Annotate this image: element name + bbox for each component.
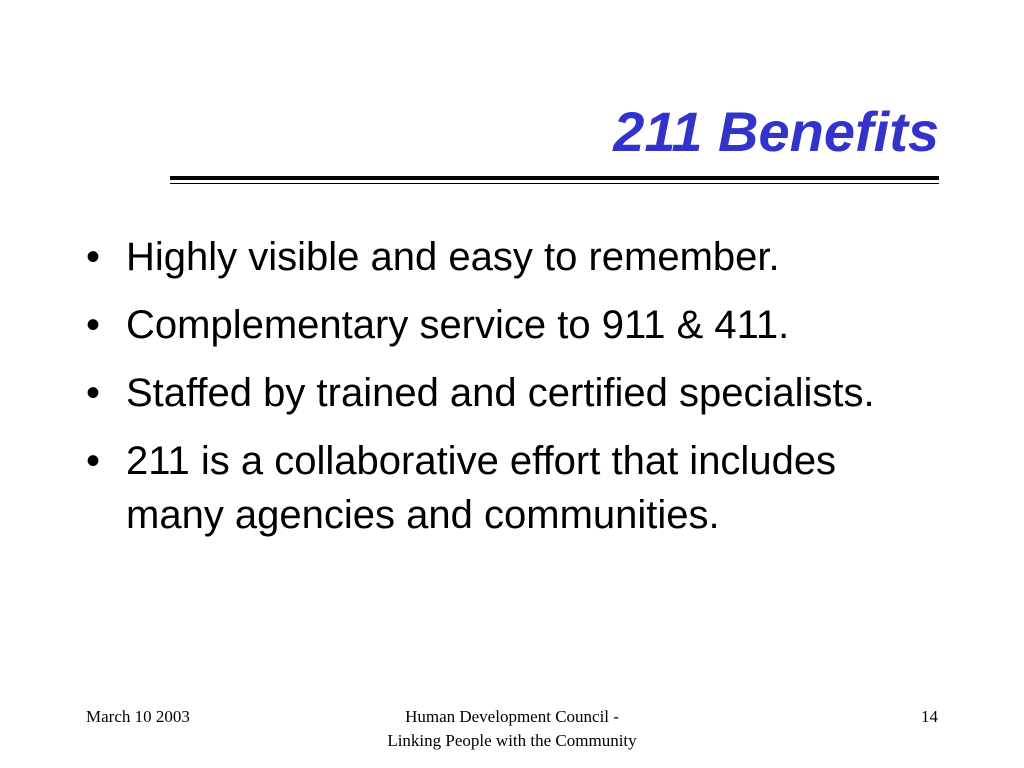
bullet-list: [86, 230, 906, 556]
footer-date: March 10 2003: [86, 707, 190, 726]
footer-org-line-1: Human Development Council -: [405, 707, 619, 726]
bullet-dot-icon: •: [86, 235, 101, 279]
slide-title: 211 Benefits: [613, 100, 939, 163]
bullet-item: [86, 434, 906, 542]
bullet-text: 211 is a collaborative effort that includes many agencies and communities.: [126, 439, 837, 537]
bullet-text: Staffed by trained and certified specialists.: [126, 371, 875, 415]
bullet-item: [86, 298, 906, 352]
bullet-text: Highly visible and easy to remember.: [126, 235, 780, 279]
bullet-text: Complementary service to 911 & 411.: [126, 303, 790, 347]
bullet-item: [86, 366, 906, 420]
bullet-dot-icon: •: [86, 439, 101, 483]
title-rule-thick: [170, 176, 939, 180]
bullet-dot-icon: •: [86, 371, 101, 415]
title-rule-thin: [170, 183, 939, 184]
footer-organization: [312, 705, 712, 753]
footer-org-line-2: Linking People with the Community: [387, 731, 637, 750]
footer-page-number: 14: [921, 707, 938, 726]
bullet-item: [86, 230, 906, 284]
bullet-dot-icon: •: [86, 303, 101, 347]
